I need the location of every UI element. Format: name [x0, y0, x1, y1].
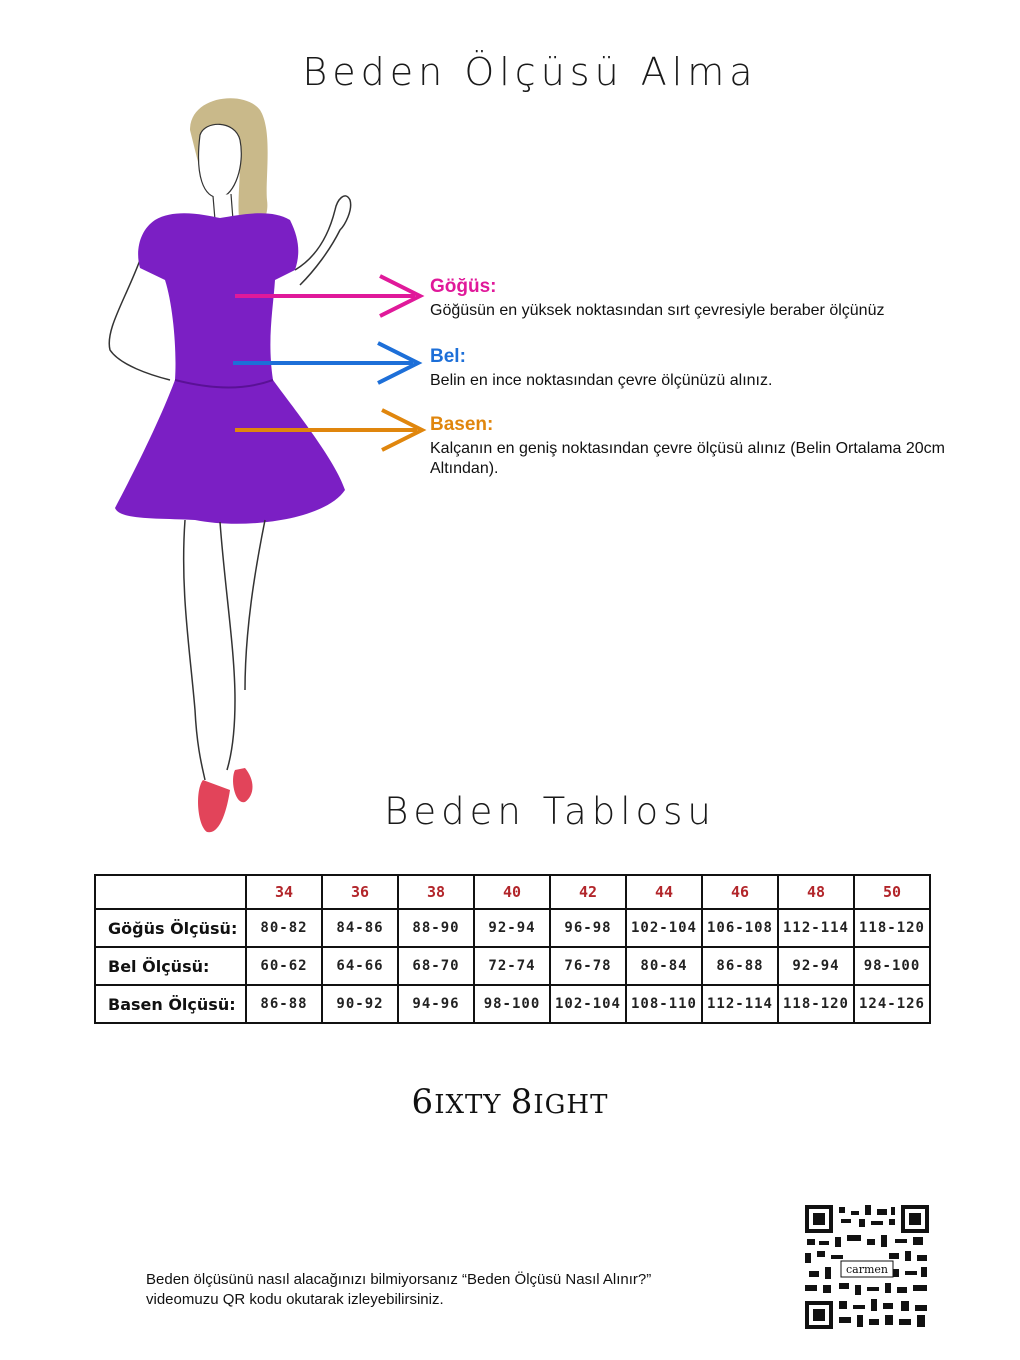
- table-cell: 112-114: [702, 985, 778, 1023]
- table-cell: 92-94: [778, 947, 854, 985]
- table-cell: 80-82: [246, 909, 322, 947]
- size-cell: 46: [702, 875, 778, 909]
- size-cell: 40: [474, 875, 550, 909]
- hip-measurement: [430, 414, 970, 479]
- qr-note-line: Beden ölçüsünü nasıl alacağınızı bilmiyorsanız “Beden Ölçüsü Nasıl Alınır?”: [146, 1271, 652, 1288]
- table-cell: 102-104: [550, 985, 626, 1023]
- size-cell: 48: [778, 875, 854, 909]
- size-cell: 44: [626, 875, 702, 909]
- table-cell: 106-108: [702, 909, 778, 947]
- table-cell: 118-120: [778, 985, 854, 1023]
- page-title: Beden Ölçüsü Alma: [302, 50, 758, 94]
- hip-label: Basen:: [430, 414, 494, 435]
- qr-note-line: videomuzu QR kodu okutarak izleyebilirsiniz.: [146, 1291, 444, 1308]
- table-cell: 96-98: [550, 909, 626, 947]
- table-cell: 60-62: [246, 947, 322, 985]
- qr-center-label: carmen: [845, 1263, 889, 1276]
- row-label: Bel Ölçüsü:: [95, 947, 246, 985]
- table-row: [95, 909, 930, 947]
- table-cell: 102-104: [626, 909, 702, 947]
- table-cell: 72-74: [474, 947, 550, 985]
- bust-measurement: [430, 276, 884, 321]
- table-cell: 98-100: [474, 985, 550, 1023]
- table-cell: 112-114: [778, 909, 854, 947]
- size-cell: 42: [550, 875, 626, 909]
- qr-code-icon[interactable]: [805, 1205, 929, 1329]
- dress: [115, 213, 345, 524]
- row-label: Göğüs Ölçüsü:: [95, 909, 246, 947]
- qr-instructions: [146, 1270, 766, 1310]
- dress-figure-illustration: [95, 90, 435, 850]
- table-cell: 76-78: [550, 947, 626, 985]
- table-cell: 86-88: [246, 985, 322, 1023]
- table-row: [95, 947, 930, 985]
- size-cell: 34: [246, 875, 322, 909]
- legs: [184, 520, 265, 780]
- size-cell: 36: [322, 875, 398, 909]
- table-cell: 108-110: [626, 985, 702, 1023]
- table-cell: 118-120: [854, 909, 930, 947]
- table-cell: 86-88: [702, 947, 778, 985]
- table-cell: 64-66: [322, 947, 398, 985]
- hip-description: Kalçanın en geniş noktasından çevre ölçüsü alınız (Belin Ortalama 20cm Altından).: [430, 440, 945, 477]
- bust-description: Göğüsün en yüksek noktasından sırt çevresiyle beraber ölçünüz: [430, 302, 885, 319]
- waist-description: Belin en ince noktasından çevre ölçünüzü alınız.: [430, 372, 773, 389]
- waist-label: Bel:: [430, 346, 466, 367]
- table-cell: 94-96: [398, 985, 474, 1023]
- size-header-row: [95, 875, 930, 909]
- table-cell: 98-100: [854, 947, 930, 985]
- table-cell: 90-92: [322, 985, 398, 1023]
- bust-label: Göğüs:: [430, 276, 497, 297]
- table-cell: 92-94: [474, 909, 550, 947]
- size-cell: 50: [854, 875, 930, 909]
- table-cell: 88-90: [398, 909, 474, 947]
- face: [199, 124, 242, 198]
- row-label: Basen Ölçüsü:: [95, 985, 246, 1023]
- table-corner: [95, 875, 246, 909]
- waist-measurement: [430, 346, 772, 391]
- brand-logo: 6IXTY 8IGHT: [411, 1082, 609, 1122]
- table-cell: 84-86: [322, 909, 398, 947]
- size-table-title: Beden Tablosu: [384, 790, 716, 833]
- size-table: [94, 874, 931, 1024]
- size-cell: 38: [398, 875, 474, 909]
- table-cell: 124-126: [854, 985, 930, 1023]
- table-cell: 68-70: [398, 947, 474, 985]
- raised-arm: [295, 196, 351, 285]
- table-cell: 80-84: [626, 947, 702, 985]
- table-row: [95, 985, 930, 1023]
